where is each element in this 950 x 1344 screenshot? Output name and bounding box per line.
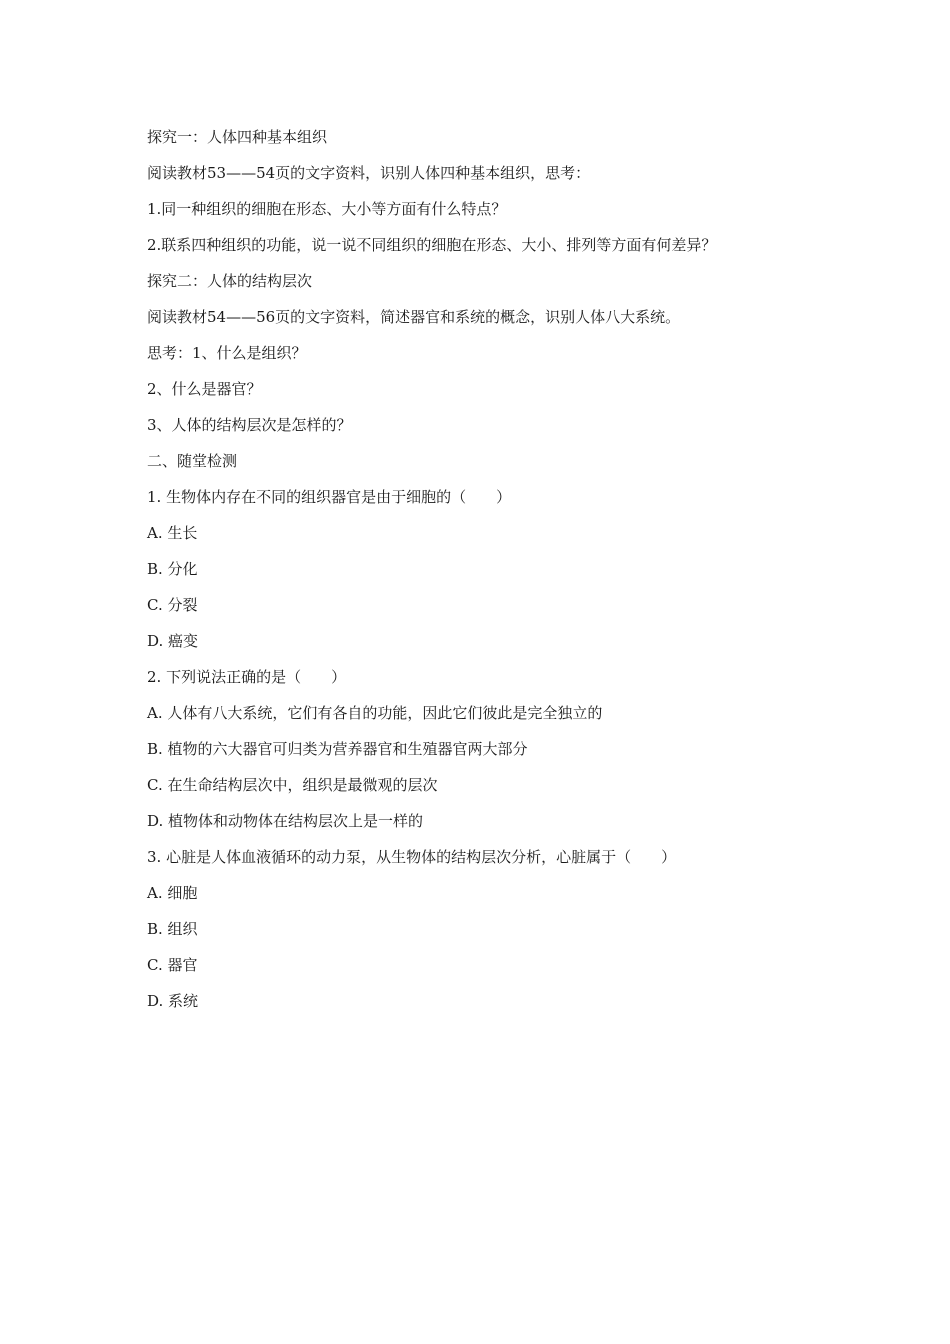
- quiz-2-option-b: B. 植物的六大器官可归类为营养器官和生殖器官两大部分: [147, 740, 528, 758]
- quiz-1-option-d: D. 癌变: [147, 632, 199, 650]
- quiz-1-option-c: C. 分裂: [147, 596, 198, 614]
- quiz-question-1: 1. 生物体内存在不同的组织器官是由于细胞的（ ）: [147, 488, 512, 506]
- quiz-1-option-a: A. 生长: [147, 524, 198, 542]
- quiz-3-option-c: C. 器官: [147, 956, 198, 974]
- document-body: [147, 124, 867, 1024]
- reading-instruction-2: 阅读教材54——56页的文字资料，简述器官和系统的概念，识别人体八大系统。: [147, 308, 681, 326]
- think-question-1: 思考：1、什么是组织？: [147, 344, 307, 362]
- think-question-3: 3、人体的结构层次是怎样的？: [147, 416, 352, 434]
- quiz-3-option-d: D. 系统: [147, 992, 199, 1010]
- quiz-2-option-a: A. 人体有八大系统，它们有各自的功能，因此它们彼此是完全独立的: [147, 704, 603, 722]
- section-heading-quiz: 二、随堂检测: [147, 452, 238, 470]
- reading-instruction-1: 阅读教材53——54页的文字资料，识别人体四种基本组织，思考：: [147, 164, 591, 182]
- quiz-3-option-b: B. 组织: [147, 920, 198, 938]
- section-heading-explore-2: 探究二：人体的结构层次: [147, 272, 313, 290]
- question-1: 1.同一种组织的细胞在形态、大小等方面有什么特点？: [147, 200, 507, 218]
- quiz-3-option-a: A. 细胞: [147, 884, 198, 902]
- quiz-2-option-c: C. 在生命结构层次中，组织是最微观的层次: [147, 776, 438, 794]
- quiz-question-2: 2. 下列说法正确的是（ ）: [147, 668, 347, 686]
- quiz-1-option-b: B. 分化: [147, 560, 198, 578]
- question-2: 2.联系四种组织的功能，说一说不同组织的细胞在形态、大小、排列等方面有何差异？: [147, 236, 717, 254]
- section-heading-explore-1: 探究一：人体四种基本组织: [147, 128, 328, 146]
- quiz-question-3: 3. 心脏是人体血液循环的动力泵，从生物体的结构层次分析，心脏属于（ ）: [147, 848, 677, 866]
- think-question-2: 2、什么是器官？: [147, 380, 262, 398]
- quiz-2-option-d: D. 植物体和动物体在结构层次上是一样的: [147, 812, 424, 830]
